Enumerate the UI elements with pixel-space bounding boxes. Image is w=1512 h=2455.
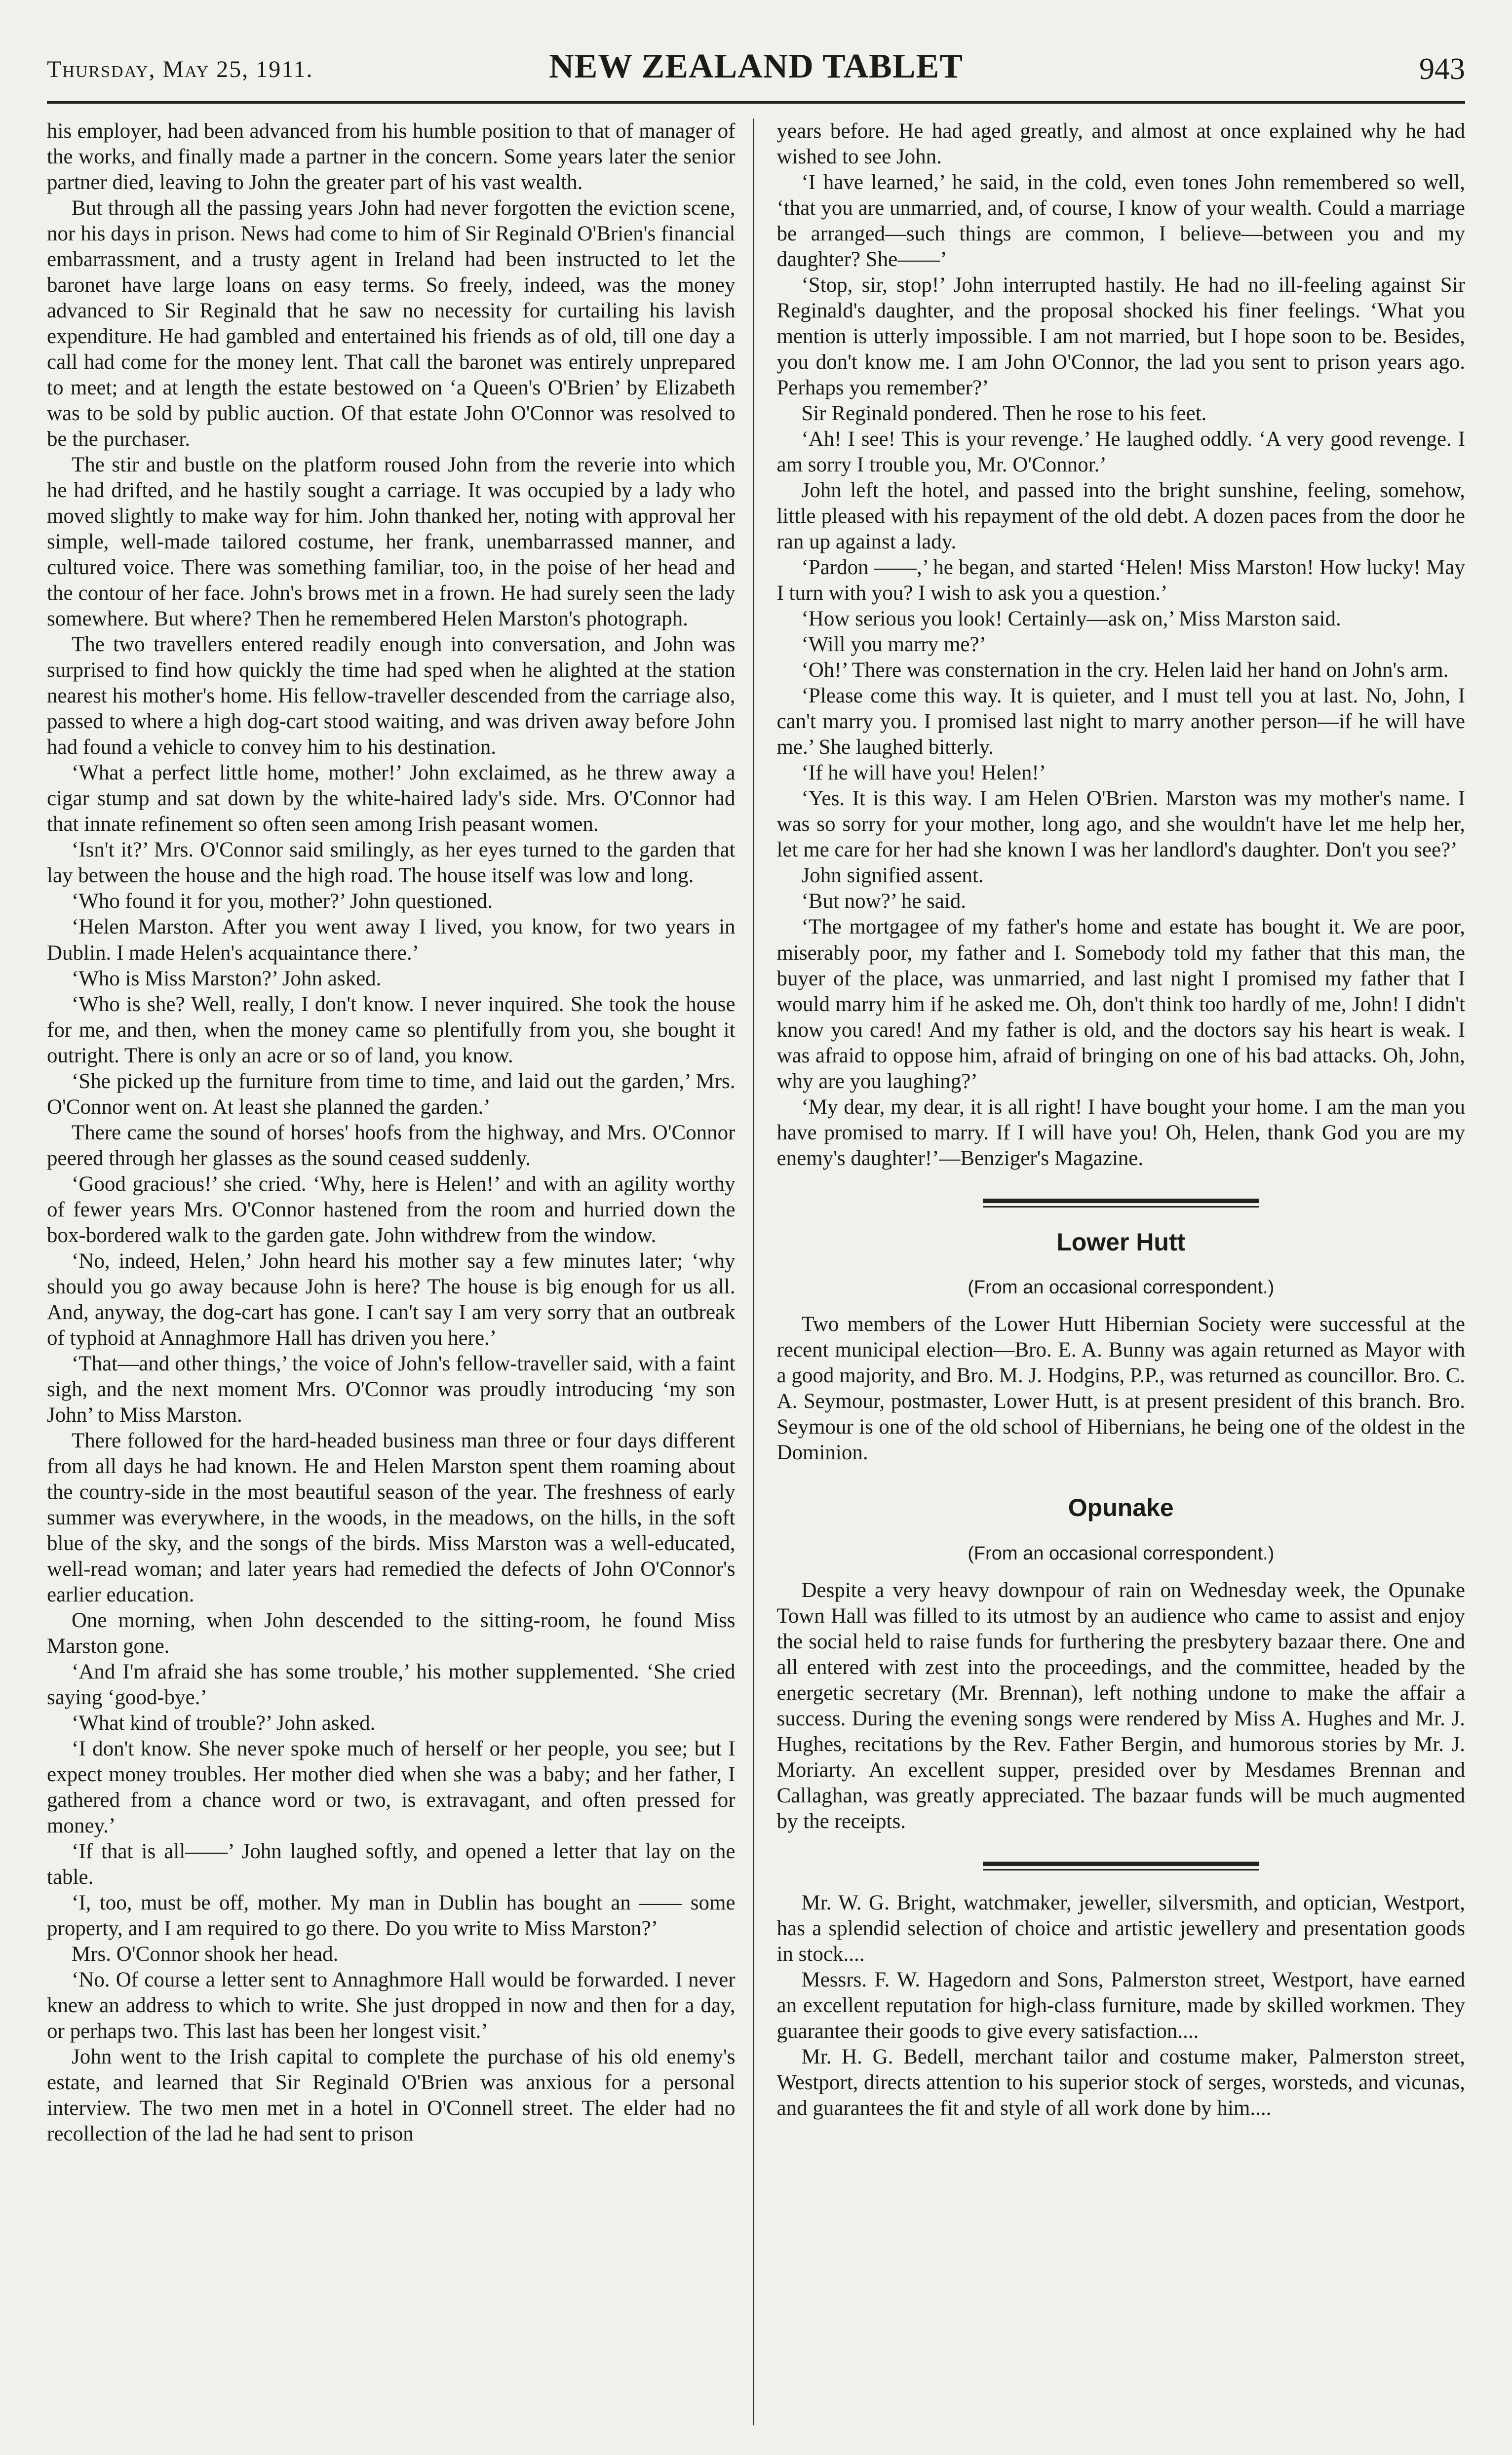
right-column <box>754 118 1465 2425</box>
article-paragraph: Sir Reginald pondered. Then he rose to his feet. <box>801 402 1207 426</box>
article-paragraph: There followed for the hard-headed business man three or four days different from all days he had known. He and Helen Marston spent them roaming about the country-side in the most beautiful season of the year. The freshness of early summer was everywhere, in the woods, in the meadows, on the hills, in the soft blue of the sky, and the songs of the birds. Miss Marston was a well-educated, well-read woman; and later years had remedied the defects of John O'Connor's earlier education. <box>47 1429 736 1606</box>
opunake-subheading: (From an occasional correspondent.) <box>968 1543 1275 1564</box>
masthead <box>47 47 1465 96</box>
article-paragraph: John signified assent. <box>801 864 984 888</box>
article-paragraph: ‘Who is Miss Marston?’ John asked. <box>72 967 382 990</box>
article-paragraph: Mrs. O'Connor shook her head. <box>72 1943 339 1966</box>
article-paragraph: ‘That—and other things,’ the voice of John's fellow-traveller said, with a faint sigh, and the next moment Mrs. O'Connor was proudly introducing ‘my son John’ to Miss Marston. <box>47 1352 736 1427</box>
article-paragraph: ‘No, indeed, Helen,’ John heard his mother say a few minutes later; ‘why should you go away because John is here? The house is big enough for us all. And, anyway, the dog-cart has gone. I can't say I am very sorry that an outbreak of typhoid at Annaghmore Hall has driven you here.’ <box>47 1249 736 1350</box>
article-paragraph: ‘Pardon ——,’ he began, and started ‘Helen! Miss Marston! How lucky! May I turn with you? I wish to ask you a question.’ <box>776 556 1465 605</box>
article-paragraph: ‘Oh!’ There was consternation in the cry. Helen laid her hand on John's arm. <box>801 659 1449 682</box>
article-paragraph: ‘Yes. It is this way. I am Helen O'Brien. Marston was my mother's name. I was so sorry for your mother, long ago, and she wouldn't have let me help her, let me care for her had she known I was her landlord's daughter. Don't you see?’ <box>776 787 1465 862</box>
lower-hutt-body: Two members of the Lower Hutt Hibernian Society were successful at the recent municipal election—Bro. E. A. Bunny was again returned as Mayor with a good majority, and Bro. M. J. Hodgins, P.P., was returned as councillor. Bro. C. A. Seymour, postmaster, Lower Hutt, is at present president of this branch. Bro. Seymour is one of the old school of Hibernians, he being one of the oldest in the Dominion. <box>776 1313 1465 1465</box>
opunake-heading: Opunake <box>1068 1494 1174 1522</box>
article-paragraph: ‘The mortgagee of my father's home and estate has bought it. We are poor, miserably poor, my father and I. Somebody told my father that this man, the buyer of the place, was unmarried, and last night I promised my father that I would marry him if he asked me. Oh, don't think too hardly of me, John! I didn't know you cared! And my father is old, and the doctors say his heart is weak. I was afraid to oppose him, afraid of bringing on one of his bad attacks. Oh, John, why are you laughing?’ <box>776 915 1465 1093</box>
issue-date: Thursday, May 25, 1911. <box>47 56 313 82</box>
article-paragraph: his employer, had been advanced from his humble position to that of manager of the works, and finally made a partner in the concern. Some years later the senior partner died, leaving to John the greater part of his vast wealth. <box>47 119 736 195</box>
advertisement-notice: Messrs. F. W. Hagedorn and Sons, Palmerston street, Westport, have earned an excellent reputation for high-class furniture, made by skilled workmen. They guarantee their goods to give every satisfaction.... <box>776 1968 1465 2043</box>
article-paragraph: ‘Stop, sir, stop!’ John interrupted hastily. He had no ill-feeling against Sir Reginald's daughter, and the proposal shocked his finer feelings. ‘What you mention is utterly impossible. I am not married, but I hope soon to be. Besides, you don't know me. I am John O'Connor, the lad you sent to prison years ago. Perhaps you remember?’ <box>776 273 1465 400</box>
article-paragraph: John went to the Irish capital to complete the purchase of his old enemy's estate, and learned that Sir Reginald O'Brien was anxious for a personal interview. The two men met in a hotel in O'Connell street. The elder had no recollection of the lad he had sent to prison <box>47 2045 736 2146</box>
article-paragraph: ‘I don't know. She never spoke much of herself or her people, you see; but I expect money troubles. Her mother died when she was a baby; and her father, I gathered from a chance word or two, is extravagant, and often pressed for money.’ <box>47 1737 736 1838</box>
article-paragraph: ‘Helen Marston. After you went away I lived, you know, for two years in Dublin. I made Helen's acquaintance there.’ <box>47 915 736 965</box>
article-paragraph: ‘I, too, must be off, mother. My man in Dublin has bought an —— some property, and I am required to go there. Do you write to Miss Marston?’ <box>47 1891 736 1941</box>
article-paragraph: John left the hotel, and passed into the bright sunshine, feeling, somehow, little pleased with his repayment of the old debt. A dozen paces from the door he ran up against a lady. <box>776 479 1465 554</box>
article-paragraph: ‘But now?’ he said. <box>801 890 967 913</box>
page-number: 943 <box>1419 52 1465 86</box>
article-paragraph: ‘She picked up the furniture from time to time, and laid out the garden,’ Mrs. O'Connor went on. At least she planned the garden.’ <box>47 1069 736 1119</box>
article-paragraph: ‘If that is all——’ John laughed softly, and opened a letter that lay on the table. <box>47 1840 736 1889</box>
opunake-body: Despite a very heavy downpour of rain on Wednesday week, the Opunake Town Hall was filled to its utmost by an audience who came to assist and enjoy the social held to raise funds for furthering the presbytery bazaar there. One and all entered with zest into the proceedings, and the committee, headed by the energetic secretary (Mr. Brennan), left nothing undone to make the affair a success. During the evening songs were rendered by Miss A. Hughes and Mr. J. Hughes, recitations by the Rev. Father Bergin, and humorous stories by Mr. J. Moriarty. An excellent supper, presided over by Mesdames Brennan and Callaghan, was greatly appreciated. The bazaar funds will be much augmented by the receipts. <box>776 1578 1465 1833</box>
article-paragraph: The stir and bustle on the platform roused John from the reverie into which he had drifted, and he hastily sought a carriage. It was occupied by a lady who moved slightly to make way for him. John thanked her, noting with approval her simple, well-made tailored costume, her frank, unembarrassed manner, and cultured voice. There was something familiar, too, in the poise of her head and the contour of her face. John's brows met in a frown. He had surely seen the lady somewhere. But where? Then he remembered Helen Marston's photograph. <box>47 453 736 631</box>
article-paragraph: ‘No. Of course a letter sent to Annaghmore Hall would be forwarded. I never knew an address to which to write. She just dropped in now and then for a day, or perhaps two. This last has been her longest visit.’ <box>47 1968 736 2043</box>
advertisement-notice: Mr. W. G. Bright, watchmaker, jeweller, silversmith, and optician, Westport, has a splendid selection of choice and artistic jewellery and presentation goods in stock.... <box>776 1891 1465 1966</box>
article-paragraph: ‘How serious you look! Certainly—ask on,’ Miss Marston said. <box>801 607 1341 631</box>
story-continuation <box>776 118 1465 1171</box>
article-paragraph: ‘What kind of trouble?’ John asked. <box>72 1711 376 1735</box>
columns <box>47 118 1465 2425</box>
section-rule <box>983 1862 1259 1870</box>
lower-hutt-heading: Lower Hutt <box>1056 1228 1186 1256</box>
article-paragraph: ‘If he will have you! Helen!’ <box>801 761 1046 785</box>
article-paragraph: ‘Who is she? Well, really, I don't know. I never inquired. She took the house for me, and then, when the money came so plentifully from you, she bought it outright. There is only an acre or so of land, you know. <box>47 992 736 1067</box>
article-paragraph: ‘Ah! I see! This is your revenge.’ He laughed oddly. ‘A very good revenge. I am sorry I trouble you, Mr. O'Connor.’ <box>776 428 1465 477</box>
article-paragraph: ‘Please come this way. It is quieter, and I must tell you at last. No, John, I can't marry you. I promised last night to marry another person—if he will have me.’ She laughed bitterly. <box>776 684 1465 759</box>
article-paragraph: ‘Good gracious!’ she cried. ‘Why, here is Helen!’ and with an agility worthy of fewer years Mrs. O'Connor hastened from the room and hurried down the box-bordered walk to the garden gate. John withdrew from the window. <box>47 1172 736 1247</box>
newspaper-title: NEW ZEALAND TABLET <box>549 47 963 85</box>
article-paragraph: ‘I have learned,’ he said, in the cold, even tones John remembered so well, ‘that you are unmarried, and, of course, I know of your wealth. Could a marriage be arranged—such things are common, I believe—between you and my daughter? She——’ <box>776 171 1465 272</box>
advertisement-notice: Mr. H. G. Bedell, merchant tailor and costume maker, Palmerston street, Westport, directs attention to his superior stock of serges, worsteds, and vicunas, and guarantees the fit and style of all work done by him.... <box>776 2045 1465 2120</box>
advertisements <box>776 1890 1465 2121</box>
article-paragraph: ‘What a perfect little home, mother!’ John exclaimed, as he threw away a cigar stump and sat down by the white-haired lady's side. Mrs. O'Connor had that innate refinement so often seen among Irish peasant women. <box>47 761 736 836</box>
masthead-rule <box>47 101 1465 104</box>
article-paragraph: ‘My dear, my dear, it is all right! I have bought your home. I am the man you have promised to marry. If I will have you! Oh, Helen, thank God you are my enemy's daughter!’—Benziger's Magazine. <box>776 1095 1465 1170</box>
article-paragraph: ‘Isn't it?’ Mrs. O'Connor said smilingly, as her eyes turned to the garden that lay between the house and the high road. The house itself was low and long. <box>47 838 736 888</box>
article-paragraph: The two travellers entered readily enough into conversation, and John was surprised to find how quickly the time had sped when he alighted at the station nearest his mother's home. His fellow-traveller descended from the carriage also, passed to where a high dog-cart stood waiting, and was driven away before John had found a vehicle to convey him to his destination. <box>47 633 736 759</box>
article-paragraph: ‘And I'm afraid she has some trouble,’ his mother supplemented. ‘She cried saying ‘good-bye.’ <box>47 1660 736 1709</box>
section-rule <box>983 1199 1259 1208</box>
article-paragraph: One morning, when John descended to the sitting-room, he found Miss Marston gone. <box>47 1608 736 1658</box>
article-paragraph: ‘Who found it for you, mother?’ John questioned. <box>72 890 493 913</box>
left-column <box>47 118 753 2425</box>
article-paragraph: But through all the passing years John had never forgotten the eviction scene, nor his days in prison. News had come to him of Sir Reginald O'Brien's financial embarrassment, and a trusty agent in Ireland had been instructed to let the baronet have large loans on easy terms. So freely, indeed, was the money advanced to Sir Reginald that he saw no necessity for curtailing his lavish expenditure. He had gambled and entertained his friends as of old, till one day a call had come for the money lent. That call the baronet was entirely unprepared to meet; and at length the estate bestowed on ‘a Queen's O'Brien’ by Elizabeth was to be sold by public auction. Of that estate John O'Connor was resolved to be the purchaser. <box>47 196 736 451</box>
lower-hutt-subheading: (From an occasional correspondent.) <box>968 1277 1275 1298</box>
article-paragraph: There came the sound of horses' hoofs from the highway, and Mrs. O'Connor peered through her glasses as the sound ceased suddenly. <box>47 1121 736 1170</box>
article-paragraph: ‘Will you marry me?’ <box>801 633 986 657</box>
article-paragraph: years before. He had aged greatly, and almost at once explained why he had wished to see John. <box>776 119 1465 169</box>
